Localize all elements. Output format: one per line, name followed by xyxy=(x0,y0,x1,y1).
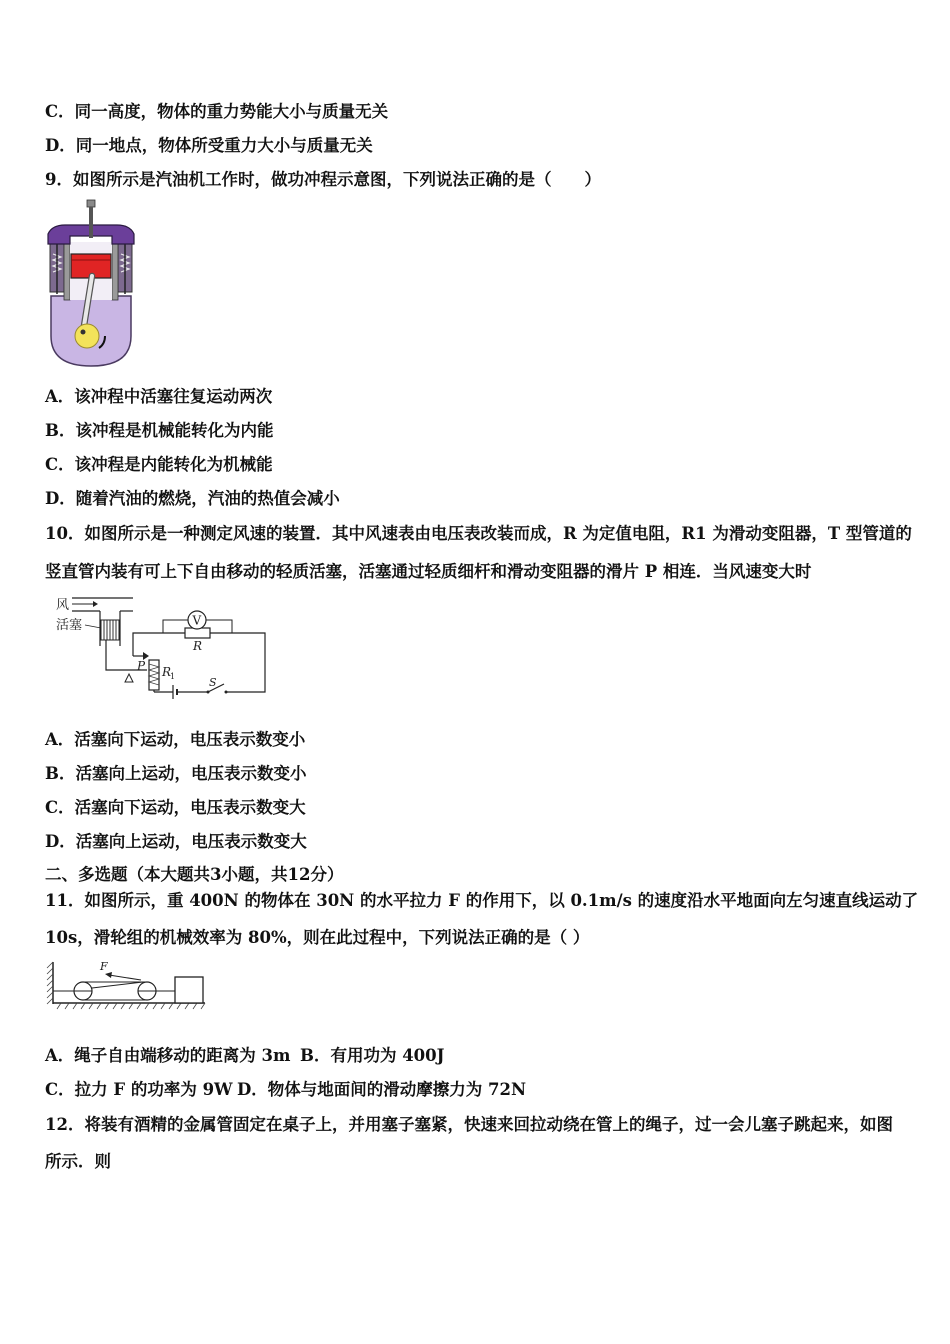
rod-pivot xyxy=(125,674,133,682)
q11-stem-line2: 10s，滑轮组的机械效率为 80%，则在此过程中，下列说法正确的是（ ） xyxy=(45,928,590,947)
crank-disc xyxy=(75,324,99,348)
force-arrow xyxy=(109,975,141,980)
light-piston xyxy=(101,620,119,640)
cylinder-wall-right xyxy=(112,242,118,300)
switch-contact-right xyxy=(225,691,228,694)
q12-stem-line1: 12．将装有酒精的金属管固定在桌子上，并用塞子塞紧，快速来回拉动绕在管上的绳子，过一会儿塞子跳起来，如图 xyxy=(45,1115,893,1134)
q9-option-b: B．该冲程是机械能转化为内能 xyxy=(45,421,274,440)
voltmeter-label: V xyxy=(192,613,202,628)
q9-option-c: C．该冲程是内能转化为机械能 xyxy=(45,455,273,474)
q10-option-d: D．活塞向上运动，电压表示数变大 xyxy=(45,832,307,851)
q9-option-a: A．该冲程中活塞往复运动两次 xyxy=(45,387,273,406)
rheostat-label: R xyxy=(162,665,172,679)
voltmeter-wire-left xyxy=(163,620,188,633)
q9-stem: 9．如图所示是汽油机工作时，做功冲程示意图，下列说法正确的是（ ） xyxy=(45,170,601,189)
q11-option-d: D．物体与地面间的滑动摩擦力为 72N xyxy=(237,1080,527,1099)
q10-option-b: B．活塞向上运动，电压表示数变小 xyxy=(45,764,307,783)
q11-stem-line1: 11．如图所示，重 400N 的物体在 30N 的水平拉力 F 的作用下，以 0.1m/s 的速度沿水平地面向左匀速直线运动了 xyxy=(45,891,919,910)
spark-plug-terminal xyxy=(87,200,95,207)
q8-option-c: C．同一高度，物体的重力势能大小与质量无关 xyxy=(45,102,389,121)
slider-label: P xyxy=(137,659,146,673)
q12-stem-line2: 所示．则 xyxy=(45,1152,111,1171)
q11-option-c: C．拉力 F 的功率为 9W xyxy=(45,1080,233,1099)
circuit-wire-top xyxy=(133,633,185,656)
pulley-system-diagram xyxy=(43,958,208,1014)
q10-stem-line2: 竖直管内装有可上下自由移动的轻质活塞，活塞通过轻质细杆和滑动变阻器的滑片 P 相连．当风速变大时 xyxy=(45,562,812,581)
object-box xyxy=(175,977,203,1003)
wind-speed-circuit-diagram xyxy=(43,590,275,702)
cylinder-wall-left xyxy=(64,242,70,300)
crank-pin xyxy=(81,330,86,335)
q10-option-c: C．活塞向下运动，电压表示数变大 xyxy=(45,798,306,817)
rope-diagonal xyxy=(92,982,143,988)
switch-label: S xyxy=(209,676,217,689)
q8-option-d: D．同一地点，物体所受重力大小与质量无关 xyxy=(45,136,373,155)
wind-arrow-head xyxy=(93,601,98,607)
q10-stem-line1: 10．如图所示是一种测定风速的装置．其中风速表由电压表改装而成，R 为定值电阻，R1 为滑动变阻器，T 型管道的 xyxy=(45,524,912,543)
engine-stroke-diagram xyxy=(43,198,139,370)
q9-option-d: D．随着汽油的燃烧，汽油的热值会减小 xyxy=(45,489,340,508)
force-label: F xyxy=(100,960,108,973)
wind-label: 风 xyxy=(56,598,70,613)
q11-option-b: B．有用功为 400J xyxy=(300,1046,445,1065)
spark-plug xyxy=(89,207,93,238)
section-heading: 二、多选题（本大题共3小题，共12分） xyxy=(45,865,344,884)
q11-option-a: A．绳子自由端移动的距离为 3m xyxy=(45,1046,291,1065)
circuit-wire-top-right xyxy=(210,633,265,692)
piston-leader-line xyxy=(85,625,101,628)
rheostat-label-subscript: 1 xyxy=(170,672,176,681)
resistor-label: R xyxy=(193,639,203,653)
wall-hatching xyxy=(47,962,53,1004)
piston-label: 活塞 xyxy=(56,618,83,633)
q10-option-a: A．活塞向下运动，电压表示数变小 xyxy=(45,730,306,749)
ground-hatching xyxy=(57,1003,205,1009)
